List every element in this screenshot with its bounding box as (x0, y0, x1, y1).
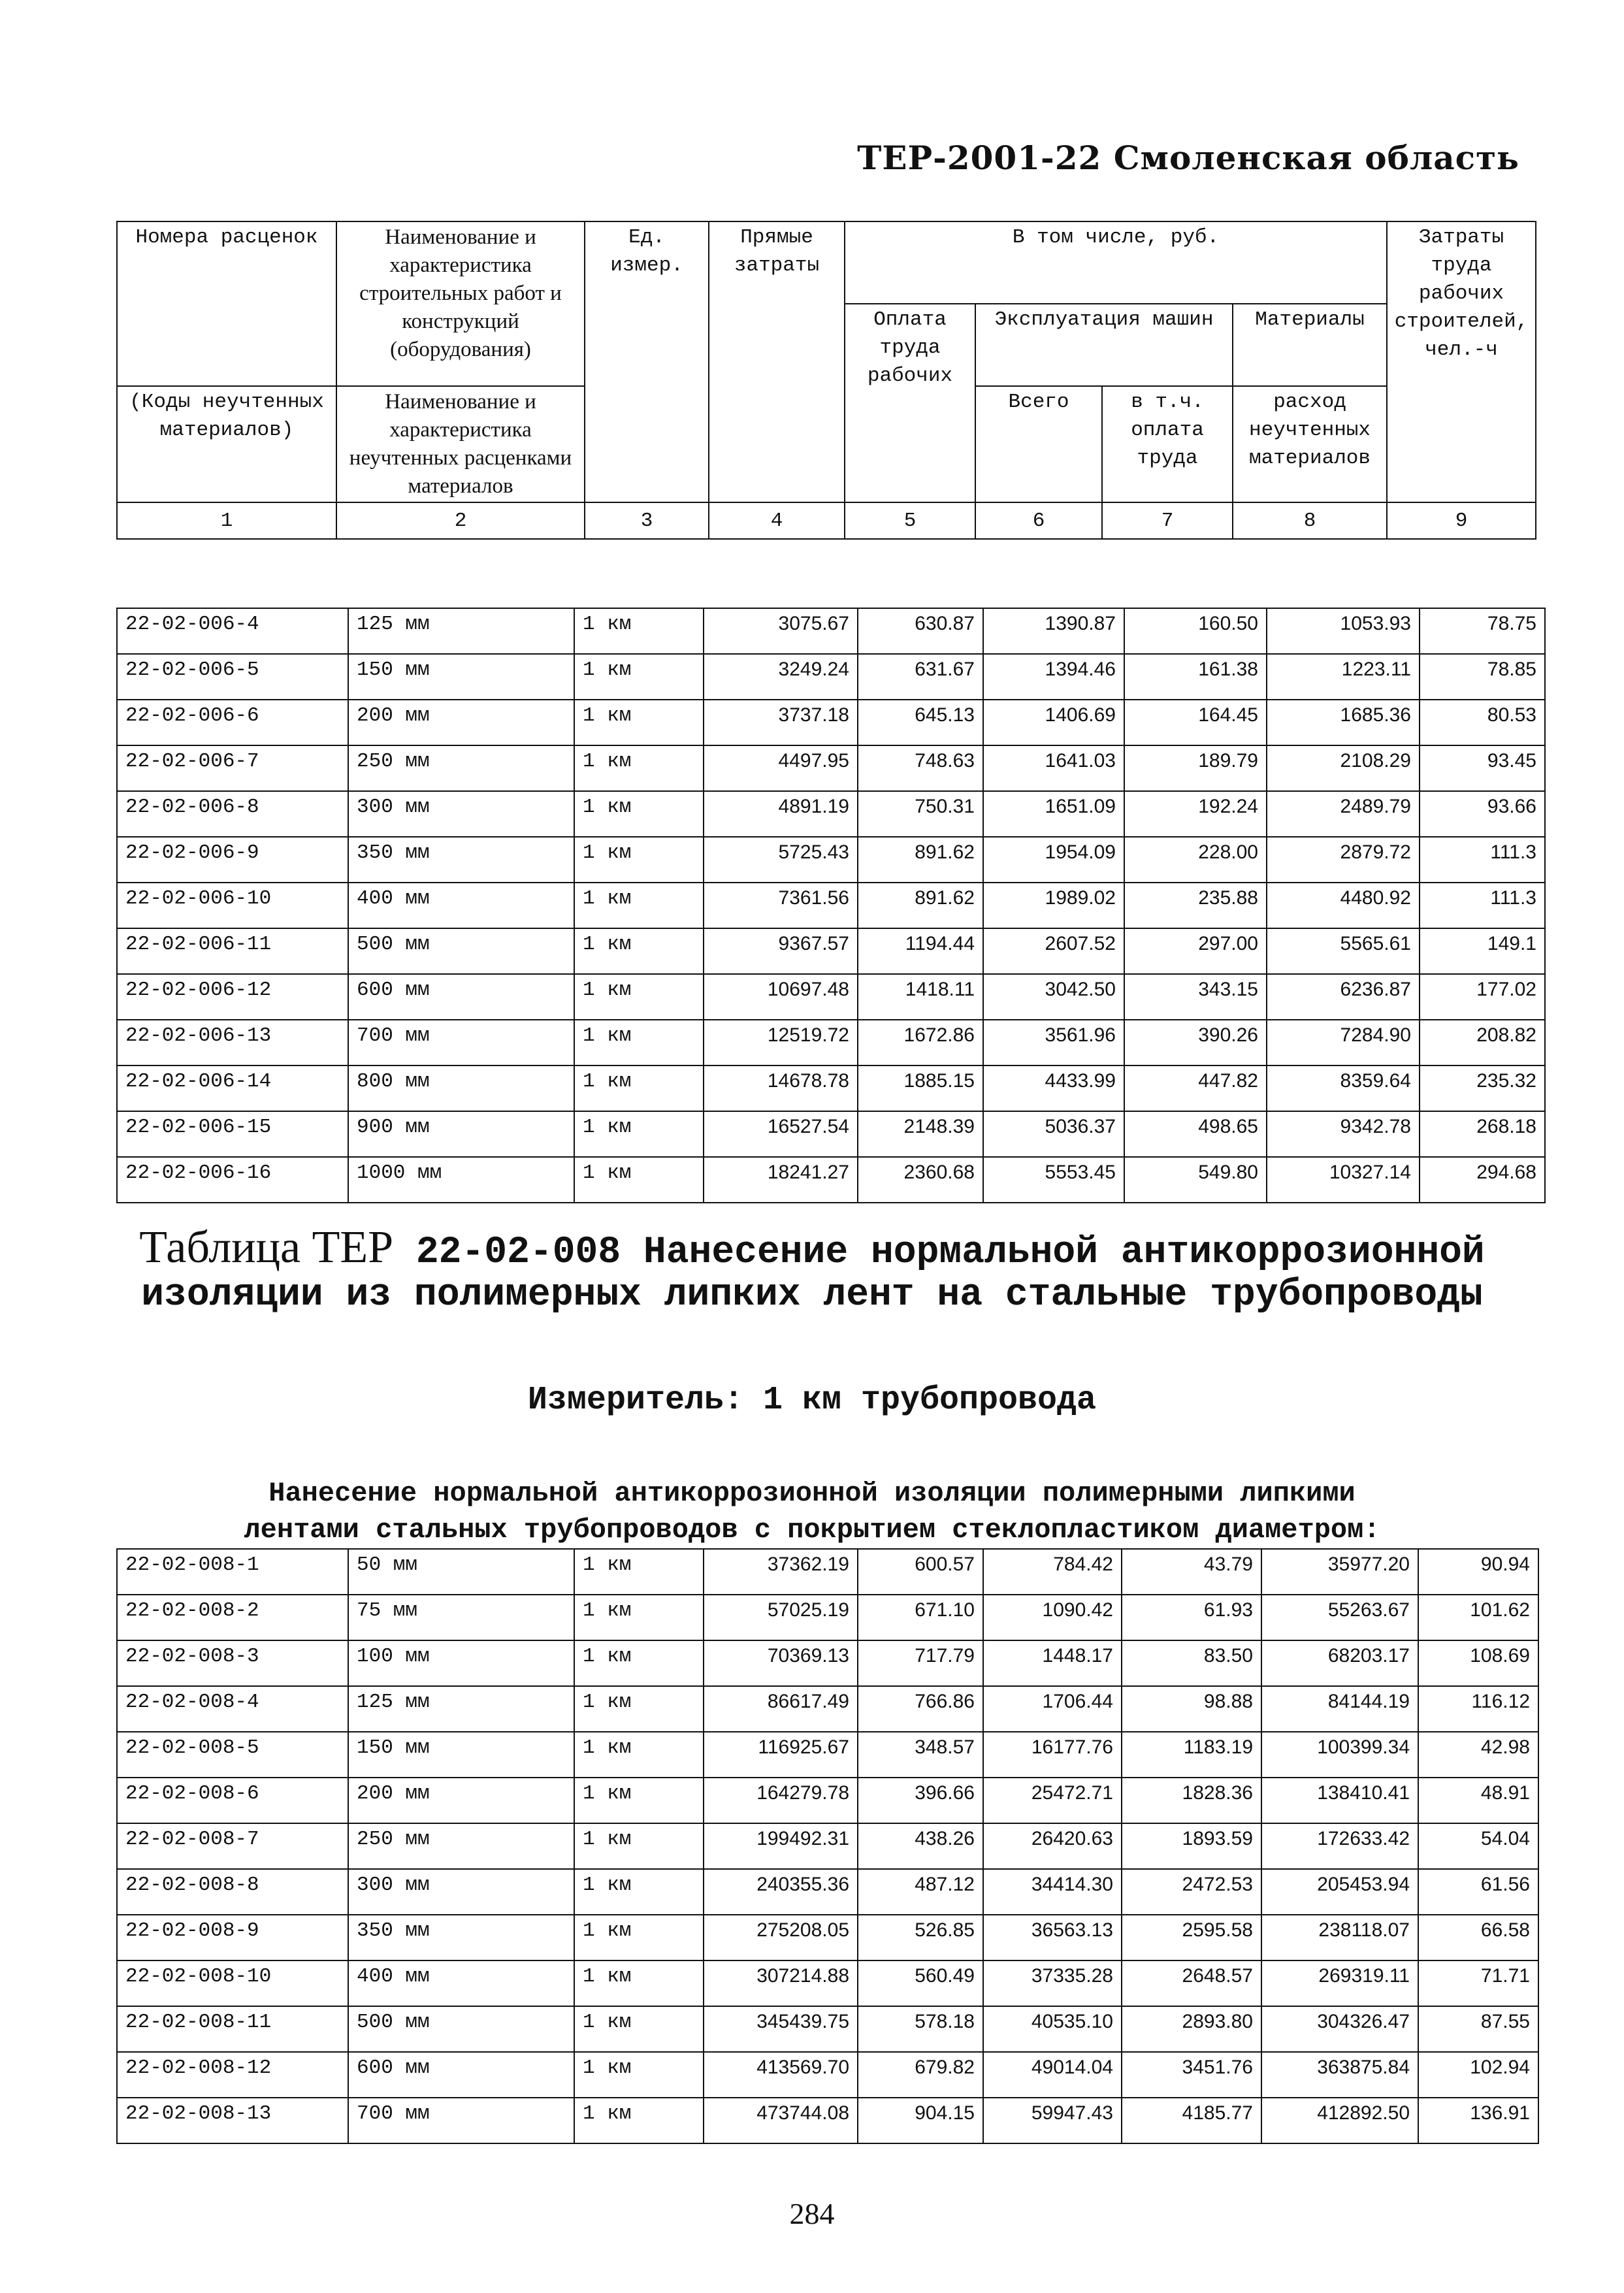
table-cell: 7361.56 (704, 883, 858, 928)
table-cell: 10697.48 (704, 974, 858, 1020)
table-cell: 8359.64 (1267, 1065, 1420, 1111)
table-cell: 300 мм (348, 791, 574, 837)
page-header: ТЕР-2001-22 Смоленская область (857, 138, 1519, 177)
table-row (117, 791, 1545, 837)
table-cell: 447.82 (1124, 1065, 1267, 1111)
table-cell: 1 км (574, 2098, 704, 2143)
table-cell: 66.58 (1418, 1915, 1538, 1960)
hdr-num: 4 (709, 502, 845, 539)
table-cell: 1 км (574, 1595, 704, 1640)
table-cell: 1053.93 (1267, 608, 1420, 654)
table-cell: 75 мм (348, 1595, 574, 1640)
table-cell: 16527.54 (704, 1111, 858, 1157)
rate-code-cell: 22-02-006-5 (117, 654, 348, 700)
table-cell: 1000 мм (348, 1157, 574, 1203)
table-cell: 268.18 (1420, 1111, 1545, 1157)
table-cell: 1 км (574, 1686, 704, 1732)
rate-code-cell: 22-02-008-1 (117, 1549, 348, 1595)
table-cell: 294.68 (1420, 1157, 1545, 1203)
table-cell: 100399.34 (1261, 1732, 1418, 1778)
hdr-num: 9 (1387, 502, 1536, 539)
table-cell: 4185.77 (1122, 2098, 1261, 2143)
table-cell: 125 мм (348, 608, 574, 654)
hdr-unaccounted-consumption: расход неучтенных материалов (1233, 386, 1387, 502)
rate-code-cell: 22-02-008-12 (117, 2052, 348, 2098)
table-cell: 1 км (574, 1640, 704, 1686)
rate-code-cell: 22-02-006-15 (117, 1111, 348, 1157)
table-cell: 2360.68 (858, 1157, 983, 1203)
table-cell: 578.18 (858, 2006, 983, 2052)
hdr-num: 6 (975, 502, 1102, 539)
table-cell: 1 км (574, 1960, 704, 2006)
table-cell: 1 км (574, 1823, 704, 1869)
table-cell: 50 мм (348, 1549, 574, 1595)
rate-code-cell: 22-02-008-11 (117, 2006, 348, 2052)
table-cell: 645.13 (858, 700, 983, 745)
table-cell: 93.66 (1420, 791, 1545, 837)
table-cell: 800 мм (348, 1065, 574, 1111)
table-row (117, 1640, 1538, 1686)
table-cell: 2595.58 (1122, 1915, 1261, 1960)
table-cell: 1 км (574, 1778, 704, 1823)
table-cell: 192.24 (1124, 791, 1267, 837)
hdr-machines-wages: в т.ч. оплата труда (1102, 386, 1233, 502)
column-header-table (116, 221, 1536, 540)
table-cell: 400 мм (348, 883, 574, 928)
table-cell: 1893.59 (1122, 1823, 1261, 1869)
table-cell: 671.10 (858, 1595, 983, 1640)
table-cell: 90.94 (1418, 1549, 1538, 1595)
hdr-including: В том числе, руб. (845, 221, 1387, 304)
table-row (117, 974, 1545, 1020)
table-cell: 630.87 (858, 608, 983, 654)
table-cell: 412892.50 (1261, 2098, 1418, 2143)
table-cell: 164.45 (1124, 700, 1267, 745)
table-cell: 177.02 (1420, 974, 1545, 1020)
table-row (117, 608, 1545, 654)
table-cell: 500 мм (348, 928, 574, 974)
table-cell: 108.69 (1418, 1640, 1538, 1686)
table-cell: 1672.86 (858, 1020, 983, 1065)
table-cell: 1183.19 (1122, 1732, 1261, 1778)
hdr-num: 7 (1102, 502, 1233, 539)
table-cell: 98.88 (1122, 1686, 1261, 1732)
table-cell: 1 км (574, 1111, 704, 1157)
table-cell: 37362.19 (704, 1549, 858, 1595)
table-cell: 1706.44 (983, 1686, 1122, 1732)
table-cell: 2148.39 (858, 1111, 983, 1157)
table-cell: 160.50 (1124, 608, 1267, 654)
table-cell: 2648.57 (1122, 1960, 1261, 2006)
table-title-line2: изоляции из полимерных липких лент на стальные трубопроводы (141, 1274, 1483, 1316)
table-cell: 3042.50 (983, 974, 1124, 1020)
table-row (117, 1960, 1538, 2006)
hdr-num: 1 (117, 502, 336, 539)
table-cell: 1 км (574, 608, 704, 654)
table-row (117, 2052, 1538, 2098)
table-cell: 93.45 (1420, 745, 1545, 791)
table-cell: 891.62 (858, 883, 983, 928)
hdr-materials: Материалы (1233, 304, 1387, 386)
table-cell: 1 км (574, 837, 704, 883)
table-cell: 526.85 (858, 1915, 983, 1960)
rate-code-cell: 22-02-006-14 (117, 1065, 348, 1111)
table-cell: 136.91 (1418, 2098, 1538, 2143)
table-cell: 2472.53 (1122, 1869, 1261, 1915)
table-cell: 549.80 (1124, 1157, 1267, 1203)
table-title (0, 1222, 1624, 1274)
table-cell: 1 км (574, 700, 704, 745)
table-row (117, 654, 1545, 700)
table-cell: 78.75 (1420, 608, 1545, 654)
table-cell: 10327.14 (1267, 1157, 1420, 1203)
table-cell: 1651.09 (983, 791, 1124, 837)
table-cell: 48.91 (1418, 1778, 1538, 1823)
table-cell: 6236.87 (1267, 974, 1420, 1020)
table-cell: 348.57 (858, 1732, 983, 1778)
table-cell: 228.00 (1124, 837, 1267, 883)
hdr-unaccounted-codes: (Коды неучтенных материалов) (117, 386, 336, 502)
table-cell: 1 км (574, 974, 704, 1020)
table-cell: 1418.11 (858, 974, 983, 1020)
rate-code-cell: 22-02-006-13 (117, 1020, 348, 1065)
table-cell: 1448.17 (983, 1640, 1122, 1686)
table-cell: 111.3 (1420, 883, 1545, 928)
table-cell: 86617.49 (704, 1686, 858, 1732)
rate-code-cell: 22-02-006-6 (117, 700, 348, 745)
rate-code-cell: 22-02-008-8 (117, 1869, 348, 1915)
table-row (117, 928, 1545, 974)
table-cell: 138410.41 (1261, 1778, 1418, 1823)
table-cell: 4433.99 (983, 1065, 1124, 1111)
table-cell: 14678.78 (704, 1065, 858, 1111)
table-row (117, 1686, 1538, 1732)
table-cell: 904.15 (858, 2098, 983, 2143)
section-subtitle: Нанесение нормальной антикоррозионной изоляции полимерными липкими (268, 1478, 1356, 1509)
table-cell: 70369.13 (704, 1640, 858, 1686)
table-cell: 473744.08 (704, 2098, 858, 2143)
table-cell: 40535.10 (983, 2006, 1122, 2052)
table-cell: 487.12 (858, 1869, 983, 1915)
table-row (117, 1915, 1538, 1960)
table-cell: 7284.90 (1267, 1020, 1420, 1065)
table-cell: 5725.43 (704, 837, 858, 883)
rates-table-22-02-008 (116, 1548, 1539, 2144)
table-cell: 891.62 (858, 837, 983, 883)
table-cell: 784.42 (983, 1549, 1122, 1595)
table-cell: 1394.46 (983, 654, 1124, 700)
table-cell: 560.49 (858, 1960, 983, 2006)
hdr-labor-hours: Затраты труда рабочих строителей, чел.-ч (1387, 221, 1536, 502)
table-cell: 42.98 (1418, 1732, 1538, 1778)
rate-code-cell: 22-02-008-10 (117, 1960, 348, 2006)
rate-code-cell: 22-02-008-5 (117, 1732, 348, 1778)
table-cell: 269319.11 (1261, 1960, 1418, 2006)
rate-code-cell: 22-02-008-6 (117, 1778, 348, 1823)
table-cell: 54.04 (1418, 1823, 1538, 1869)
table-row (117, 2098, 1538, 2143)
table-cell: 3737.18 (704, 700, 858, 745)
table-cell: 275208.05 (704, 1915, 858, 1960)
table-cell: 2489.79 (1267, 791, 1420, 837)
section-subtitle-line2: лентами стальных трубопроводов с покрытием стеклопластиком диаметром: (244, 1514, 1380, 1546)
table-cell: 87.55 (1418, 2006, 1538, 2052)
hdr-name: Наименование и характеристика строительных работ и конструкций (оборудования) (336, 221, 585, 386)
table-cell: 83.50 (1122, 1640, 1261, 1686)
table-cell: 116.12 (1418, 1686, 1538, 1732)
table-title-lead: Таблица ТЕР (139, 1222, 394, 1273)
table-cell: 205453.94 (1261, 1869, 1418, 1915)
table-cell: 199492.31 (704, 1823, 858, 1869)
hdr-direct-costs: Прямые затраты (709, 221, 845, 502)
rate-code-cell: 22-02-006-8 (117, 791, 348, 837)
table-cell: 307214.88 (704, 1960, 858, 2006)
table-row (117, 883, 1545, 928)
table-cell: 43.79 (1122, 1549, 1261, 1595)
table-cell: 343.15 (1124, 974, 1267, 1020)
table-cell: 150 мм (348, 1732, 574, 1778)
table-cell: 200 мм (348, 1778, 574, 1823)
table-cell: 717.79 (858, 1640, 983, 1686)
table-cell: 37335.28 (983, 1960, 1122, 2006)
table-cell: 1 км (574, 745, 704, 791)
hdr-num: 3 (585, 502, 709, 539)
table-cell: 2607.52 (983, 928, 1124, 974)
table-cell: 164279.78 (704, 1778, 858, 1823)
hdr-num: 5 (845, 502, 975, 539)
table-cell: 71.71 (1418, 1960, 1538, 2006)
table-cell: 1989.02 (983, 883, 1124, 928)
table-cell: 600 мм (348, 2052, 574, 2098)
table-cell: 16177.76 (983, 1732, 1122, 1778)
table-cell: 250 мм (348, 745, 574, 791)
table-cell: 679.82 (858, 2052, 983, 2098)
table-cell: 1223.11 (1267, 654, 1420, 700)
table-cell: 350 мм (348, 837, 574, 883)
table-cell: 413569.70 (704, 2052, 858, 2098)
table-cell: 390.26 (1124, 1020, 1267, 1065)
table-row (117, 700, 1545, 745)
table-cell: 400 мм (348, 1960, 574, 2006)
table-cell: 1 км (574, 1732, 704, 1778)
rate-code-cell: 22-02-006-11 (117, 928, 348, 974)
table-cell: 3561.96 (983, 1020, 1124, 1065)
table-cell: 1 км (574, 654, 704, 700)
table-cell: 34414.30 (983, 1869, 1122, 1915)
table-cell: 438.26 (858, 1823, 983, 1869)
hdr-unaccounted-name: Наименование и характеристика неучтенных расценками материалов (336, 386, 585, 502)
table-cell: 161.38 (1124, 654, 1267, 700)
table-title-text: 22-02-008 Нанесение нормальной антикоррозионной (415, 1231, 1485, 1274)
table-cell: 25472.71 (983, 1778, 1122, 1823)
table-cell: 1 км (574, 791, 704, 837)
table-cell: 26420.63 (983, 1823, 1122, 1869)
table-cell: 55263.67 (1261, 1595, 1418, 1640)
table-cell: 68203.17 (1261, 1640, 1418, 1686)
rates-table-22-02-006 (116, 608, 1546, 1203)
rate-code-cell: 22-02-008-9 (117, 1915, 348, 1960)
table-cell: 1390.87 (983, 608, 1124, 654)
table-cell: 61.56 (1418, 1869, 1538, 1915)
table-cell: 3075.67 (704, 608, 858, 654)
table-cell: 61.93 (1122, 1595, 1261, 1640)
hdr-machines-total: Всего (975, 386, 1102, 502)
table-cell: 498.65 (1124, 1111, 1267, 1157)
hdr-unit: Ед. измер. (585, 221, 709, 502)
table-cell: 80.53 (1420, 700, 1545, 745)
table-cell: 78.85 (1420, 654, 1545, 700)
table-cell: 84144.19 (1261, 1686, 1418, 1732)
table-cell: 250 мм (348, 1823, 574, 1869)
table-row (117, 1595, 1538, 1640)
table-cell: 396.66 (858, 1778, 983, 1823)
table-cell: 1090.42 (983, 1595, 1122, 1640)
table-cell: 1406.69 (983, 700, 1124, 745)
table-cell: 350 мм (348, 1915, 574, 1960)
page-number: 284 (789, 2197, 835, 2230)
table-cell: 1 км (574, 928, 704, 974)
measurement-unit: Измеритель: 1 км трубопровода (527, 1382, 1097, 1419)
table-cell: 1885.15 (858, 1065, 983, 1111)
table-cell: 1 км (574, 2052, 704, 2098)
rate-code-cell: 22-02-006-12 (117, 974, 348, 1020)
table-cell: 700 мм (348, 1020, 574, 1065)
rate-code-cell: 22-02-006-16 (117, 1157, 348, 1203)
table-cell: 600.57 (858, 1549, 983, 1595)
table-cell: 1 км (574, 1157, 704, 1203)
hdr-num: 2 (336, 502, 585, 539)
table-cell: 500 мм (348, 2006, 574, 2052)
table-cell: 4480.92 (1267, 883, 1420, 928)
table-cell: 5553.45 (983, 1157, 1124, 1203)
table-cell: 1685.36 (1267, 700, 1420, 745)
table-cell: 125 мм (348, 1686, 574, 1732)
table-cell: 235.88 (1124, 883, 1267, 928)
table-cell: 200 мм (348, 700, 574, 745)
table-row (117, 745, 1545, 791)
table-cell: 1 км (574, 1869, 704, 1915)
table-cell: 111.3 (1420, 837, 1545, 883)
table-cell: 2108.29 (1267, 745, 1420, 791)
rate-code-cell: 22-02-006-9 (117, 837, 348, 883)
hdr-codes: Номера расценок (117, 221, 336, 386)
table-cell: 700 мм (348, 2098, 574, 2143)
table-cell: 49014.04 (983, 2052, 1122, 2098)
table-cell: 18241.27 (704, 1157, 858, 1203)
table-cell: 9367.57 (704, 928, 858, 974)
rate-code-cell: 22-02-006-4 (117, 608, 348, 654)
table-cell: 100 мм (348, 1640, 574, 1686)
table-cell: 150 мм (348, 654, 574, 700)
table-cell: 4497.95 (704, 745, 858, 791)
table-cell: 345439.75 (704, 2006, 858, 2052)
table-cell: 1 км (574, 2006, 704, 2052)
rate-code-cell: 22-02-008-7 (117, 1823, 348, 1869)
rate-code-cell: 22-02-008-13 (117, 2098, 348, 2143)
table-cell: 1954.09 (983, 837, 1124, 883)
rate-code-cell: 22-02-008-2 (117, 1595, 348, 1640)
table-cell: 9342.78 (1267, 1111, 1420, 1157)
table-cell: 238118.07 (1261, 1915, 1418, 1960)
table-cell: 2879.72 (1267, 837, 1420, 883)
table-cell: 900 мм (348, 1111, 574, 1157)
table-cell: 149.1 (1420, 928, 1545, 974)
table-cell: 3249.24 (704, 654, 858, 700)
table-row (117, 2006, 1538, 2052)
table-cell: 5565.61 (1267, 928, 1420, 974)
table-cell: 4891.19 (704, 791, 858, 837)
hdr-num: 8 (1233, 502, 1387, 539)
table-cell: 36563.13 (983, 1915, 1122, 1960)
table-cell: 12519.72 (704, 1020, 858, 1065)
table-row (117, 1869, 1538, 1915)
table-cell: 3451.76 (1122, 2052, 1261, 2098)
table-cell: 240355.36 (704, 1869, 858, 1915)
table-cell: 1194.44 (858, 928, 983, 974)
table-cell: 1 км (574, 1020, 704, 1065)
table-row (117, 1732, 1538, 1778)
table-cell: 600 мм (348, 974, 574, 1020)
table-row (117, 1549, 1538, 1595)
table-cell: 235.32 (1420, 1065, 1545, 1111)
table-cell: 304326.47 (1261, 2006, 1418, 2052)
table-cell: 5036.37 (983, 1111, 1124, 1157)
table-cell: 172633.42 (1261, 1823, 1418, 1869)
table-row (117, 1778, 1538, 1823)
table-row (117, 1020, 1545, 1065)
hdr-wages: Оплата труда рабочих (845, 304, 975, 502)
rate-code-cell: 22-02-006-10 (117, 883, 348, 928)
table-cell: 1 км (574, 1549, 704, 1595)
table-cell: 766.86 (858, 1686, 983, 1732)
table-row (117, 837, 1545, 883)
table-cell: 101.62 (1418, 1595, 1538, 1640)
table-row (117, 1157, 1545, 1203)
table-cell: 116925.67 (704, 1732, 858, 1778)
table-cell: 1 км (574, 1915, 704, 1960)
table-row (117, 1065, 1545, 1111)
table-cell: 1828.36 (1122, 1778, 1261, 1823)
table-row (117, 1823, 1538, 1869)
table-cell: 1 км (574, 883, 704, 928)
table-cell: 102.94 (1418, 2052, 1538, 2098)
rate-code-cell: 22-02-006-7 (117, 745, 348, 791)
table-cell: 208.82 (1420, 1020, 1545, 1065)
rate-code-cell: 22-02-008-4 (117, 1686, 348, 1732)
table-cell: 750.31 (858, 791, 983, 837)
table-cell: 748.63 (858, 745, 983, 791)
hdr-machines: Эксплуатация машин (975, 304, 1233, 386)
table-cell: 35977.20 (1261, 1549, 1418, 1595)
table-cell: 1641.03 (983, 745, 1124, 791)
table-cell: 300 мм (348, 1869, 574, 1915)
rate-code-cell: 22-02-008-3 (117, 1640, 348, 1686)
table-row (117, 1111, 1545, 1157)
table-cell: 631.67 (858, 654, 983, 700)
table-cell: 1 км (574, 1065, 704, 1111)
table-cell: 59947.43 (983, 2098, 1122, 2143)
table-cell: 2893.80 (1122, 2006, 1261, 2052)
table-cell: 363875.84 (1261, 2052, 1418, 2098)
table-cell: 189.79 (1124, 745, 1267, 791)
table-cell: 297.00 (1124, 928, 1267, 974)
table-cell: 57025.19 (704, 1595, 858, 1640)
